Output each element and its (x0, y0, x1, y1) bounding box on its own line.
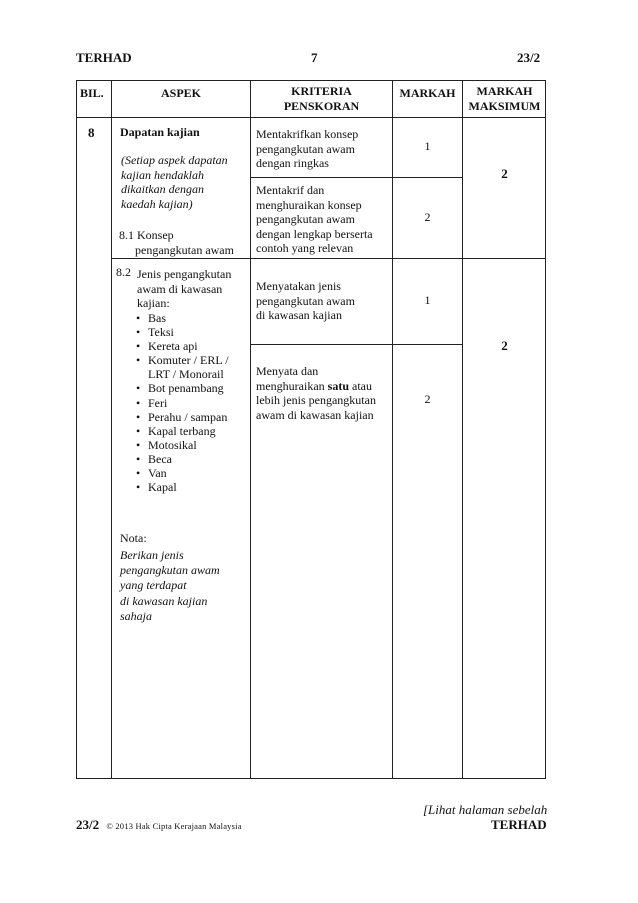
list-item: • Teksi (136, 325, 250, 339)
list-item: • Kapal terbang (136, 424, 250, 438)
max-mark-8-1: 2 (501, 166, 508, 181)
criteria-2: Mentakrif dan menghuraikan konsep pengangkutan awam dengan lengkap berserta contoh yang relevan (256, 183, 373, 255)
list-item: • Perahu / sampan (136, 410, 250, 424)
list-item: • Beca (136, 452, 250, 466)
col-header-aspek: ASPEK (160, 86, 201, 100)
criteria-3: Menyatakan jenis pengangkutan awam di kawasan kajian (256, 279, 355, 322)
page-number: 7 (311, 50, 318, 65)
aspect-title: Dapatan kajian (120, 125, 200, 139)
row-number: 8 (88, 125, 95, 140)
footer-left (76, 817, 242, 833)
next-page-note: [Lihat halaman sebelah (423, 802, 548, 817)
header-left: TERHAD (76, 50, 132, 65)
list-item: • Motosikal (136, 438, 250, 452)
copyright-notice: © 2013 Hak Cipta Kerajaan Malaysia (106, 821, 242, 831)
list-item: • Bas (136, 311, 250, 325)
aspect-instruction: (Setiap aspek dapatan kajian hendaklah dikaitkan dengan kaedah kajian) (121, 153, 228, 211)
subaspect-8-2-text: Jenis pengangkutan awam di kawasan kajian: (137, 267, 232, 310)
footer-code: 23/2 (76, 817, 100, 832)
header-right: 23/2 (517, 50, 541, 65)
list-item: • Bot penambang (136, 381, 250, 395)
nota-label: Nota: (120, 531, 147, 545)
nota-text: Berikan jenis pengangkutan awam yang terdapat di kawasan kajian sahaja (120, 548, 220, 623)
criteria-1: Mentakrifkan konsep pengangkutan awam dengan ringkas (256, 127, 359, 170)
footer-restricted: TERHAD (491, 817, 547, 832)
col-header-bil: BIL. (80, 86, 104, 100)
list-item: • Kapal (136, 480, 250, 494)
transport-type-list (136, 311, 250, 494)
mark-2: 2 (424, 210, 431, 224)
list-item: • Feri (136, 396, 250, 410)
subaspect-8-1: 8.1 Konsep pengangkutan awam (119, 228, 234, 257)
list-item: • Kereta api (136, 339, 250, 353)
criteria-4: Menyata dan menghuraikan satu atau lebih jenis pengangkutan awam di kawasan kajian (256, 364, 376, 422)
mark-4: 2 (424, 392, 431, 406)
col-header-markah-maksimum: MARKAH MAKSIMUM (468, 84, 541, 113)
max-mark-8-2: 2 (501, 338, 508, 353)
list-item: • Komuter / ERL / LRT / Monorail (136, 353, 250, 381)
col-header-kriteria: KRITERIA PENSKORAN (283, 84, 360, 113)
col-header-markah: MARKAH (399, 86, 456, 100)
mark-3: 1 (424, 293, 431, 307)
subaspect-8-2: 8.2 (116, 265, 131, 279)
list-item: • Van (136, 466, 250, 480)
mark-1: 1 (424, 139, 431, 153)
